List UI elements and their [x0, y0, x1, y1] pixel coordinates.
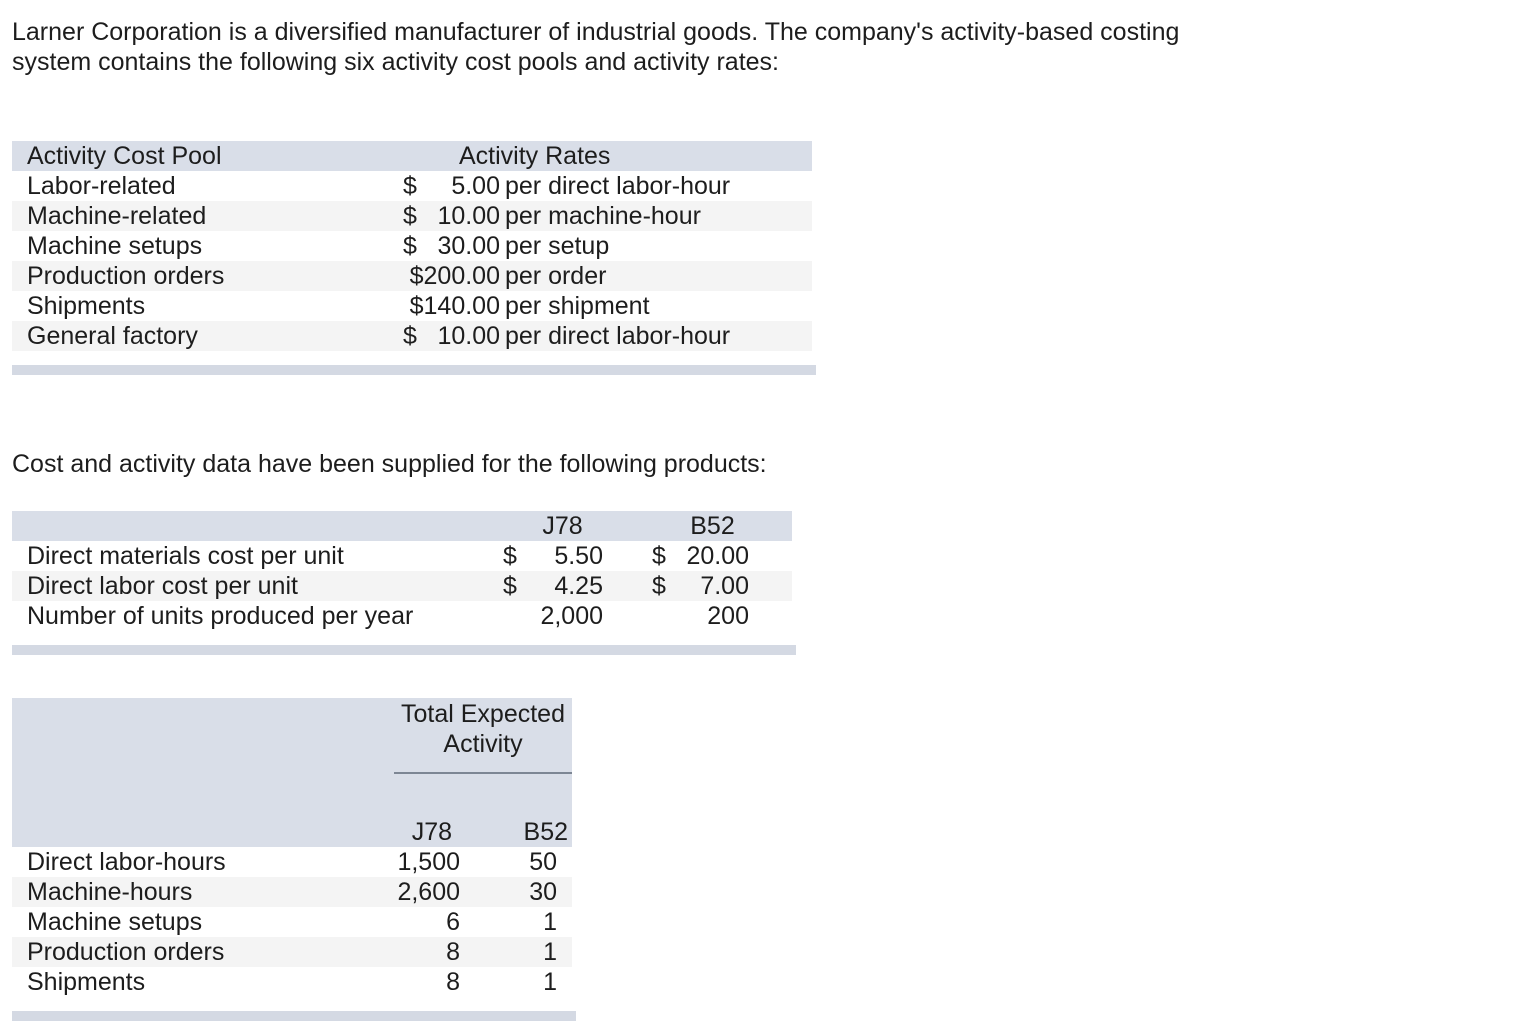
activity-b52-value: 30: [529, 878, 557, 906]
activity-j78-value: 8: [446, 968, 460, 996]
rates-unit: per direct labor-hour: [505, 322, 731, 350]
activity-j78-value: 6: [446, 908, 460, 936]
rates-amount: 10.00: [437, 322, 500, 350]
products-b52-dollar: $: [652, 572, 666, 600]
products-row-label: Number of units produced per year: [27, 602, 414, 630]
rates-unit: per direct labor-hour: [505, 172, 731, 200]
products-b52-dollar: $: [652, 542, 666, 570]
activity-row-label: Direct labor-hours: [27, 848, 226, 876]
rates-dollar: $: [403, 202, 417, 230]
rates-unit: per machine-hour: [505, 202, 701, 230]
activity-group-header-line1: Total Expected: [401, 700, 565, 728]
activity-group-header-line2: Activity: [443, 730, 523, 758]
rates-amount: 5.00: [451, 172, 500, 200]
rates-pool: General factory: [27, 322, 198, 350]
rates-unit: per setup: [505, 232, 610, 260]
rates-pool: Production orders: [27, 262, 225, 290]
rates-amount: 30.00: [437, 232, 500, 260]
products-b52-value: 200: [707, 602, 749, 630]
products-intro: Cost and activity data have been supplied for the following products:: [12, 450, 767, 478]
activity-row-label: Machine setups: [27, 908, 203, 936]
activity-j78-value: 8: [446, 938, 460, 966]
products-j78-value: 2,000: [540, 602, 603, 630]
activity-row-label: Machine-hours: [27, 878, 193, 906]
activity-header-b52: B52: [523, 818, 568, 846]
rates-pool: Machine setups: [27, 232, 203, 260]
rates-header-rates: Activity Rates: [459, 142, 611, 170]
activity-bottom-rule: [12, 1011, 576, 1021]
activity-j78-value: 1,500: [397, 848, 460, 876]
intro-line-2: system contains the following six activity cost pools and activity rates:: [12, 48, 779, 76]
rates-unit: per order: [505, 262, 607, 290]
products-row-label: Direct labor cost per unit: [27, 572, 298, 600]
products-bottom-rule: [12, 645, 796, 655]
activity-row-label: Production orders: [27, 938, 225, 966]
products-j78-dollar: $: [503, 572, 517, 600]
rates-header-pool: Activity Cost Pool: [27, 142, 222, 170]
activity-j78-value: 2,600: [397, 878, 460, 906]
products-j78-value: 4.25: [554, 572, 603, 600]
activity-b52-value: 50: [529, 848, 557, 876]
products-header-j78: J78: [542, 512, 583, 540]
rates-pool: Machine-related: [27, 202, 207, 230]
activity-b52-value: 1: [543, 908, 557, 936]
rates-dollar: $: [403, 232, 417, 260]
rates-pool: Labor-related: [27, 172, 176, 200]
products-header-b52: B52: [690, 512, 735, 540]
products-j78-dollar: $: [503, 542, 517, 570]
products-b52-value: 7.00: [700, 572, 749, 600]
rates-amount: $200.00: [409, 262, 500, 290]
intro-line-1: Larner Corporation is a diversified manufacturer of industrial goods. The company's activity-based costing: [12, 18, 1180, 46]
activity-b52-value: 1: [543, 968, 557, 996]
rates-bottom-rule: [12, 365, 816, 375]
products-b52-value: 20.00: [686, 542, 749, 570]
activity-group-underline: [394, 772, 572, 774]
rates-dollar: $: [403, 322, 417, 350]
rates-amount: $140.00: [409, 292, 500, 320]
rates-amount: 10.00: [437, 202, 500, 230]
activity-header-j78: J78: [411, 818, 452, 846]
rates-pool: Shipments: [27, 292, 146, 320]
activity-b52-value: 1: [543, 938, 557, 966]
products-row-label: Direct materials cost per unit: [27, 542, 344, 570]
products-j78-value: 5.50: [554, 542, 603, 570]
rates-unit: per shipment: [505, 292, 650, 320]
activity-row-label: Shipments: [27, 968, 146, 996]
rates-dollar: $: [403, 172, 417, 200]
